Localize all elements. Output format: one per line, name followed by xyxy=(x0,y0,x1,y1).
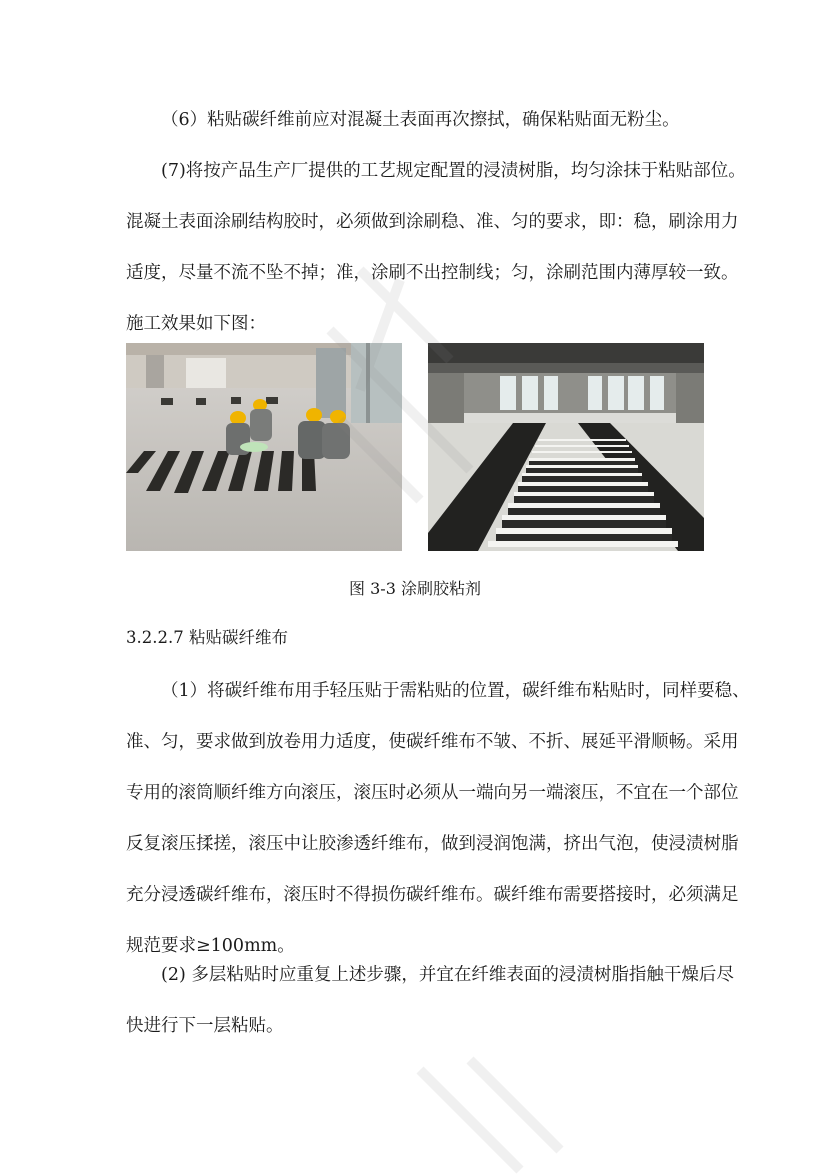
paragraph-line: 专用的滚筒顺纤维方向滚压，滚压时必须从一端向另一端滚压，不宜在一个部位 xyxy=(126,783,739,803)
paragraph-step-6 xyxy=(126,95,718,146)
paragraph-step-2 xyxy=(126,950,734,1052)
paragraph-line: （6）粘贴碳纤维前应对混凝土表面再次擦拭，确保粘贴面无粉尘。 xyxy=(161,110,680,130)
figure-caption: 图 3-3 涂刷胶粘剂 xyxy=(349,579,481,598)
paragraph-step-1 xyxy=(126,666,750,972)
paragraph-line: 规范要求≥100mm。 xyxy=(126,936,295,956)
section-heading: 3.2.2.7 粘贴碳纤维布 xyxy=(126,628,288,647)
paragraph-line: 快进行下一层粘贴。 xyxy=(126,1016,284,1036)
paragraph-line: （1）将碳纤维布用手轻压贴于需粘贴的位置，碳纤维布粘贴时，同样要稳、 xyxy=(161,681,750,701)
workers-applying-adhesive-photo xyxy=(126,343,402,551)
paragraph-line: 准、匀，要求做到放卷用力适度，使碳纤维布不皱、不折、展延平滑顺畅。采用 xyxy=(126,732,739,752)
paragraph-line: (7)将按产品生产厂提供的工艺规定配置的浸渍树脂，均匀涂抹于粘贴部位。 xyxy=(161,161,746,181)
paragraph-line: (2) 多层粘贴时应重复上述步骤，并宜在纤维表面的浸渍树脂指触干燥后尽 xyxy=(161,965,734,985)
paragraph-line: 适度，尽量不流不坠不掉；准，涂刷不出控制线；匀，涂刷范围内薄厚较一致。 xyxy=(126,263,739,283)
paragraph-step-7 xyxy=(126,146,746,350)
paragraph-line: 混凝土表面涂刷结构胶时，必须做到涂刷稳、准、匀的要求，即：稳，刷涂用力 xyxy=(126,212,739,232)
finished-adhesive-stripes-photo xyxy=(428,343,704,551)
paragraph-line: 反复滚压揉搓，滚压中让胶渗透纤维布，做到浸润饱满，挤出气泡，使浸渍树脂 xyxy=(126,834,739,854)
paragraph-line: 施工效果如下图： xyxy=(126,314,266,334)
paragraph-line: 充分浸透碳纤维布，滚压时不得损伤碳纤维布。碳纤维布需要搭接时，必须满足 xyxy=(126,885,739,905)
watermark-graphic xyxy=(390,1050,570,1174)
